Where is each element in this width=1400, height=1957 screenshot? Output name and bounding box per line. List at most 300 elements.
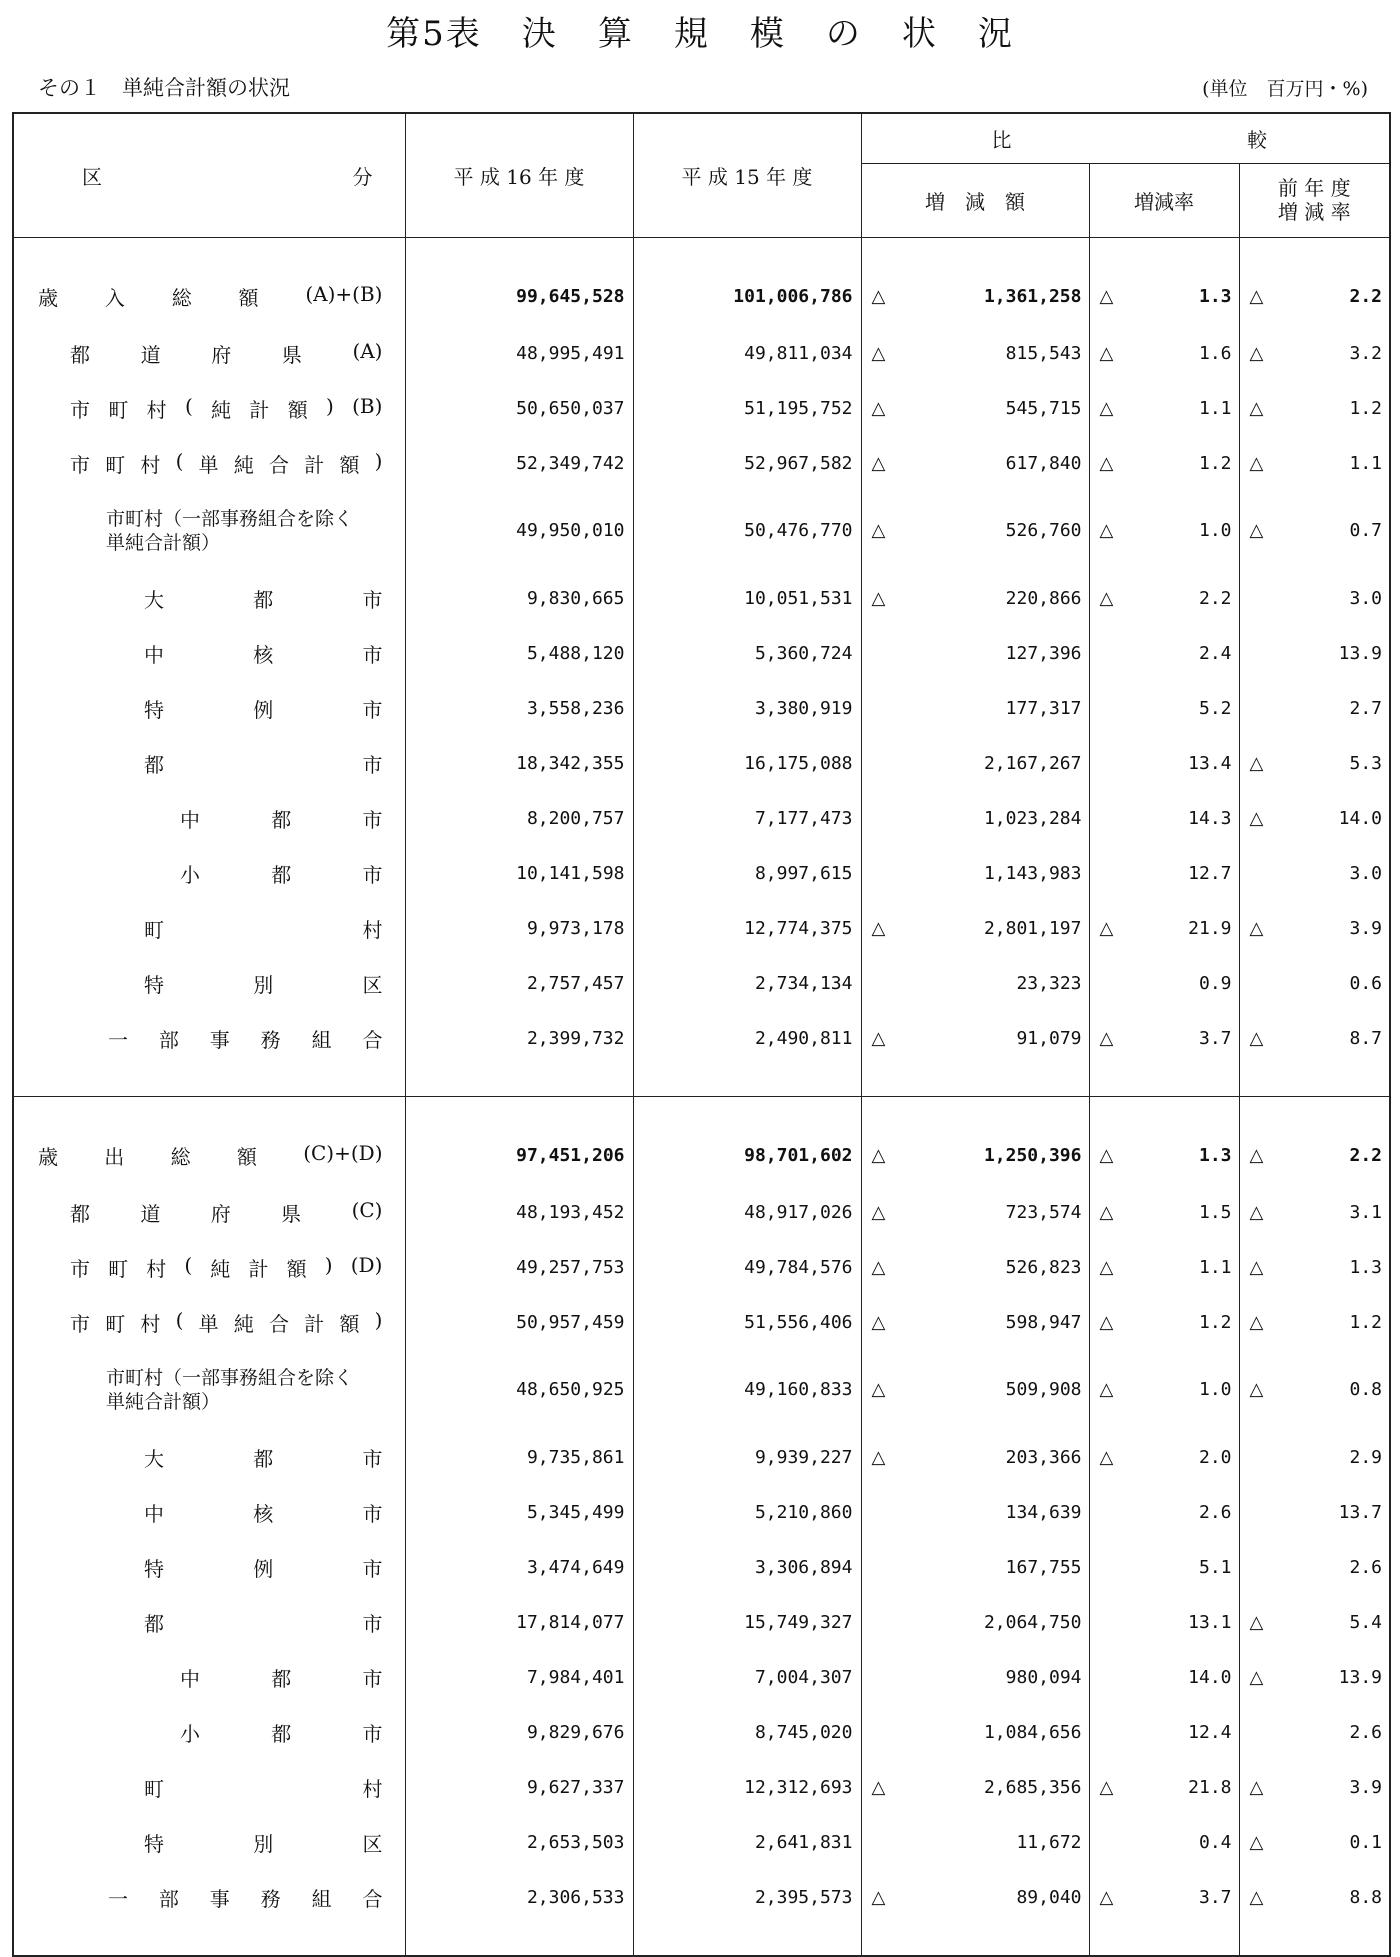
- label-char: 純: [233, 452, 254, 477]
- label-char: 市: [70, 1256, 90, 1281]
- prev-year-rate-value: 3.0: [1349, 587, 1383, 609]
- minus-triangle-icon: △: [1249, 1201, 1264, 1223]
- change-amount-cell: [861, 436, 1089, 491]
- label-char: 市: [362, 1721, 383, 1746]
- minus-triangle-icon: △: [1099, 1776, 1114, 1798]
- fy16-value: 9,627,337: [405, 1760, 633, 1815]
- label-char: 府: [210, 1201, 231, 1226]
- label-char: 村: [146, 1256, 167, 1281]
- table-row: [13, 736, 1390, 791]
- label-char: 部: [158, 1886, 179, 1911]
- minus-triangle-icon: △: [1099, 1027, 1114, 1049]
- table-row: [13, 326, 1390, 381]
- section-divider: [13, 237, 1390, 268]
- minus-triangle-icon: △: [1099, 397, 1114, 419]
- change-rate-cell: [1089, 626, 1239, 681]
- change-amount-value: 1,084,656: [983, 1721, 1082, 1743]
- fy15-value: 51,195,752: [633, 381, 861, 436]
- minus-triangle-icon: △: [1249, 1027, 1264, 1049]
- change-rate-cell: [1089, 1430, 1239, 1485]
- label-char: 計: [304, 1311, 325, 1336]
- label-char: 歳: [38, 1145, 58, 1169]
- change-amount-cell: [861, 1485, 1089, 1540]
- fy16-value: 48,650,925: [405, 1350, 633, 1430]
- change-rate-cell: [1089, 1240, 1239, 1295]
- label-char: 額: [238, 286, 259, 310]
- label-char: 町: [105, 1311, 126, 1336]
- fy16-value: 3,474,649: [405, 1540, 633, 1595]
- fy15-value: 2,490,811: [633, 1011, 861, 1066]
- fy16-value: 97,451,206: [405, 1127, 633, 1185]
- minus-triangle-icon: △: [1099, 342, 1114, 364]
- table-row: [13, 268, 1390, 326]
- table-row: [13, 1185, 1390, 1240]
- prev-year-rate-value: 0.8: [1349, 1379, 1383, 1400]
- prev-year-rate-cell: [1239, 1240, 1390, 1295]
- row-label: [13, 1760, 405, 1815]
- change-amount-cell: [861, 681, 1089, 736]
- row-label: [13, 1595, 405, 1650]
- label-char: 入: [104, 286, 125, 310]
- minus-triangle-icon: △: [1099, 1145, 1114, 1166]
- label-char: 部: [158, 1027, 179, 1052]
- change-amount-value: 203,366: [1005, 1446, 1082, 1468]
- label-char: 都: [253, 587, 274, 612]
- change-amount-cell: [861, 1870, 1089, 1925]
- change-rate-value: 13.1: [1188, 1611, 1232, 1633]
- minus-triangle-icon: △: [1249, 807, 1264, 829]
- fy16-value: 2,399,732: [405, 1011, 633, 1066]
- prev-year-rate-cell: [1239, 956, 1390, 1011]
- label-char: 村: [146, 397, 167, 422]
- title-char: 状: [901, 14, 938, 54]
- minus-triangle-icon: △: [1249, 917, 1264, 939]
- table-row: [13, 1705, 1390, 1760]
- label-char: 事: [209, 1027, 230, 1052]
- fy16-value: 18,342,355: [405, 736, 633, 791]
- table-row: [13, 1127, 1390, 1185]
- table-row: [13, 846, 1390, 901]
- prev-year-rate-value: 3.9: [1349, 1776, 1383, 1798]
- fy16-value: 9,735,861: [405, 1430, 633, 1485]
- prev-year-rate-cell: [1239, 381, 1390, 436]
- prev-year-rate-value: 1.2: [1349, 1311, 1383, 1333]
- label-char: 中: [144, 642, 164, 667]
- label-char: 村: [362, 917, 383, 942]
- table-row: [13, 1760, 1390, 1815]
- label-char: (A): [352, 338, 383, 363]
- change-amount-value: 2,064,750: [983, 1611, 1082, 1633]
- table-row: [13, 1815, 1390, 1870]
- row-label: [13, 571, 405, 626]
- change-rate-cell: [1089, 956, 1239, 1011]
- minus-triangle-icon: △: [1099, 520, 1114, 541]
- minus-triangle-icon: △: [1099, 1201, 1114, 1223]
- change-rate-value: 12.7: [1188, 862, 1232, 884]
- fy16-value: 49,950,010: [405, 491, 633, 571]
- change-amount-value: 1,143,983: [983, 862, 1082, 884]
- prev-year-rate-cell: [1239, 901, 1390, 956]
- minus-triangle-icon: △: [871, 1145, 886, 1166]
- fy15-value: 3,306,894: [633, 1540, 861, 1595]
- table-row: [13, 626, 1390, 681]
- change-rate-value: 0.4: [1198, 1831, 1232, 1853]
- change-rate-cell: [1089, 326, 1239, 381]
- change-rate-value: 2.2: [1198, 587, 1232, 609]
- change-rate-value: 1.0: [1198, 520, 1232, 541]
- change-rate-cell: [1089, 1815, 1239, 1870]
- prev-year-rate-cell: [1239, 1350, 1390, 1430]
- change-amount-cell: [861, 1295, 1089, 1350]
- change-rate-value: 1.2: [1198, 1311, 1232, 1333]
- label-char: 大: [144, 587, 164, 612]
- row-label: [13, 956, 405, 1011]
- change-amount-value: 980,094: [1005, 1666, 1082, 1688]
- change-amount-cell: [861, 1185, 1089, 1240]
- label-char: 計: [248, 1256, 269, 1281]
- change-rate-cell: [1089, 1350, 1239, 1430]
- table-row: [13, 681, 1390, 736]
- minus-triangle-icon: △: [1249, 752, 1264, 774]
- row-label: [13, 1350, 405, 1430]
- minus-triangle-icon: △: [871, 1256, 886, 1278]
- label-char: 事: [209, 1886, 230, 1911]
- label-char: 区: [362, 1831, 383, 1856]
- fy15-value: 10,051,531: [633, 571, 861, 626]
- prev-year-rate-value: 3.1: [1349, 1201, 1383, 1223]
- prev-year-rate-cell: [1239, 846, 1390, 901]
- label-char: 村: [362, 1776, 383, 1801]
- prev-year-rate-cell: [1239, 626, 1390, 681]
- minus-triangle-icon: △: [1099, 917, 1114, 939]
- label-char: 中: [144, 1501, 164, 1526]
- minus-triangle-icon: △: [871, 1446, 886, 1468]
- prev-year-rate-value: 3.9: [1349, 917, 1383, 939]
- label-char: (C): [351, 1197, 383, 1222]
- fy15-value: 9,939,227: [633, 1430, 861, 1485]
- minus-triangle-icon: △: [1249, 452, 1264, 474]
- label-char: 市: [70, 1311, 90, 1336]
- label-char: ): [374, 448, 383, 473]
- label-char: 都: [271, 1721, 292, 1746]
- change-rate-value: 1.3: [1198, 286, 1232, 307]
- change-amount-value: 2,801,197: [983, 917, 1082, 939]
- label-char: 都: [271, 862, 292, 887]
- label-char: 単: [198, 1311, 219, 1336]
- change-amount-cell: [861, 736, 1089, 791]
- title-char: の: [825, 14, 862, 54]
- minus-triangle-icon: △: [1099, 1446, 1114, 1468]
- label-char: 合: [362, 1886, 383, 1911]
- label-char: 道: [140, 342, 161, 367]
- table-row: [13, 1595, 1390, 1650]
- label-char: (: [184, 393, 193, 418]
- fy16-value: 3,558,236: [405, 681, 633, 736]
- change-rate-cell: [1089, 1595, 1239, 1650]
- fy15-value: 5,210,860: [633, 1485, 861, 1540]
- change-rate-cell: [1089, 1705, 1239, 1760]
- minus-triangle-icon: △: [871, 1776, 886, 1798]
- fy16-value: 2,757,457: [405, 956, 633, 1011]
- change-amount-value: 91,079: [1016, 1027, 1082, 1049]
- prev-year-rate-cell: [1239, 1485, 1390, 1540]
- change-amount-cell: [861, 956, 1089, 1011]
- title-char: 決: [521, 14, 558, 54]
- row-label: [13, 326, 405, 381]
- label-char: 道: [140, 1201, 161, 1226]
- row-label: [13, 381, 405, 436]
- change-amount-value: 723,574: [1005, 1201, 1082, 1223]
- fy15-value: 8,745,020: [633, 1705, 861, 1760]
- prev-year-rate-cell: [1239, 571, 1390, 626]
- prev-year-rate-cell: [1239, 326, 1390, 381]
- prev-year-rate-value: 2.6: [1349, 1721, 1383, 1743]
- table-row: [13, 956, 1390, 1011]
- label-char: 合: [269, 452, 290, 477]
- fy16-value: 49,257,753: [405, 1240, 633, 1295]
- label-char: 市: [362, 1666, 383, 1691]
- change-amount-cell: [861, 381, 1089, 436]
- change-amount-value: 526,760: [1005, 520, 1082, 541]
- change-rate-value: 14.0: [1188, 1666, 1232, 1688]
- change-rate-value: 13.4: [1188, 752, 1232, 774]
- fy15-value: 2,734,134: [633, 956, 861, 1011]
- label-char: 市: [362, 1611, 383, 1636]
- label-char: 県: [281, 1201, 302, 1226]
- fy16-value: 2,306,533: [405, 1870, 633, 1925]
- prev-year-rate-value: 5.4: [1349, 1611, 1383, 1633]
- table-row: [13, 571, 1390, 626]
- fy16-value: 10,141,598: [405, 846, 633, 901]
- prev-year-rate-value: 5.3: [1349, 752, 1383, 774]
- minus-triangle-icon: △: [871, 917, 886, 939]
- table-row: [13, 1011, 1390, 1066]
- change-amount-cell: [861, 791, 1089, 846]
- change-amount-cell: [861, 1350, 1089, 1430]
- change-rate-cell: [1089, 381, 1239, 436]
- minus-triangle-icon: △: [1249, 1666, 1264, 1688]
- table-row: [13, 1540, 1390, 1595]
- minus-triangle-icon: △: [871, 397, 886, 419]
- minus-triangle-icon: △: [1249, 1256, 1264, 1278]
- change-amount-value: 167,755: [1005, 1556, 1082, 1578]
- change-rate-cell: [1089, 1295, 1239, 1350]
- table-row: [13, 381, 1390, 436]
- label-char: 核: [253, 642, 274, 667]
- prev-year-rate-value: 3.2: [1349, 342, 1383, 364]
- label-line: 単純合計額）: [106, 531, 221, 554]
- change-amount-cell: [861, 491, 1089, 571]
- row-label: [13, 1240, 405, 1295]
- minus-triangle-icon: △: [1249, 1145, 1264, 1166]
- change-rate-value: 2.0: [1198, 1446, 1232, 1468]
- label-char: 特: [144, 1831, 164, 1856]
- label-char: 核: [253, 1501, 274, 1526]
- change-rate-cell: [1089, 901, 1239, 956]
- label-char: 中: [180, 1666, 200, 1691]
- label-char: 例: [253, 1556, 274, 1581]
- fy15-value: 50,476,770: [633, 491, 861, 571]
- fy16-value: 9,830,665: [405, 571, 633, 626]
- minus-triangle-icon: △: [1099, 1379, 1114, 1400]
- row-label: [13, 1295, 405, 1350]
- prev-year-rate-value: 2.2: [1349, 1145, 1383, 1166]
- label-char: (B): [352, 393, 383, 418]
- change-rate-cell: [1089, 1540, 1239, 1595]
- row-label: [13, 1870, 405, 1925]
- change-amount-cell: [861, 626, 1089, 681]
- change-amount-value: 2,685,356: [983, 1776, 1082, 1798]
- prev-year-rate-cell: [1239, 1295, 1390, 1350]
- change-amount-cell: [861, 846, 1089, 901]
- label-char: 市: [362, 862, 383, 887]
- label-char: 村: [140, 1311, 161, 1336]
- fy15-value: 2,395,573: [633, 1870, 861, 1925]
- change-rate-value: 5.1: [1198, 1556, 1232, 1578]
- label-char: 単: [198, 452, 219, 477]
- table-row: [13, 791, 1390, 846]
- label-char: 区: [362, 972, 383, 997]
- change-rate-cell: [1089, 436, 1239, 491]
- label-char: 組: [311, 1886, 332, 1911]
- change-amount-value: 598,947: [1005, 1311, 1082, 1333]
- change-amount-value: 11,672: [1016, 1831, 1082, 1853]
- fy16-value: 48,193,452: [405, 1185, 633, 1240]
- label-line: 市町村（一部事務組合を除く: [106, 1366, 354, 1389]
- label-char: 特: [144, 1556, 164, 1581]
- label-char: ): [374, 1307, 383, 1332]
- row-label: [13, 436, 405, 491]
- change-amount-cell: [861, 1650, 1089, 1705]
- change-rate-value: 0.9: [1198, 972, 1232, 994]
- table-row: [13, 436, 1390, 491]
- table-row: [13, 1295, 1390, 1350]
- fy15-value: 16,175,088: [633, 736, 861, 791]
- change-amount-cell: [861, 326, 1089, 381]
- change-amount-value: 220,866: [1005, 587, 1082, 609]
- label-char: (: [184, 1252, 193, 1277]
- change-rate-value: 21.8: [1188, 1776, 1232, 1798]
- label-line: 市町村（一部事務組合を除く: [106, 507, 354, 530]
- label-char: (D): [350, 1252, 383, 1277]
- change-amount-value: 89,040: [1016, 1886, 1082, 1908]
- fy16-value: 2,653,503: [405, 1815, 633, 1870]
- label-char: 都: [70, 1201, 90, 1226]
- prev-year-rate-cell: [1239, 491, 1390, 571]
- minus-triangle-icon: △: [1249, 1611, 1264, 1633]
- change-amount-value: 134,639: [1005, 1501, 1082, 1523]
- prev-year-rate-cell: [1239, 268, 1390, 326]
- fy15-value: 15,749,327: [633, 1595, 861, 1650]
- label-char: 額: [236, 1145, 257, 1169]
- fy15-value: 5,360,724: [633, 626, 861, 681]
- section-divider: [13, 1925, 1390, 1956]
- minus-triangle-icon: △: [871, 1379, 886, 1400]
- fy16-value: 17,814,077: [405, 1595, 633, 1650]
- fy16-value: 8,200,757: [405, 791, 633, 846]
- change-rate-cell: [1089, 1485, 1239, 1540]
- row-label: [13, 268, 405, 326]
- change-amount-value: 545,715: [1005, 397, 1082, 419]
- prev-year-rate-cell: [1239, 1705, 1390, 1760]
- label-char: 純: [210, 1256, 231, 1281]
- prev-year-rate-cell: [1239, 681, 1390, 736]
- label-char: 歳: [38, 286, 58, 310]
- change-amount-cell: [861, 571, 1089, 626]
- label-char: 都: [144, 1611, 164, 1636]
- fy16-value: 9,973,178: [405, 901, 633, 956]
- fy15-value: 48,917,026: [633, 1185, 861, 1240]
- change-amount-cell: [861, 1815, 1089, 1870]
- change-amount-cell: [861, 1127, 1089, 1185]
- label-char: 村: [140, 452, 161, 477]
- prev-year-rate-cell: [1239, 1540, 1390, 1595]
- fy15-value: 12,774,375: [633, 901, 861, 956]
- prev-year-rate-cell: [1239, 1815, 1390, 1870]
- row-label: [13, 1011, 405, 1066]
- label-char: ): [324, 1252, 333, 1277]
- label-char: 市: [362, 1501, 383, 1526]
- row-label: [13, 736, 405, 791]
- prev-year-rate-cell: [1239, 1011, 1390, 1066]
- table-row: [13, 1485, 1390, 1540]
- label-char: (: [175, 1307, 184, 1332]
- header-fy15: 平 成 15 年 度: [633, 113, 861, 237]
- label-char: 市: [362, 642, 383, 667]
- change-amount-value: 815,543: [1005, 342, 1082, 364]
- change-rate-cell: [1089, 1011, 1239, 1066]
- label-char: 額: [339, 452, 360, 477]
- minus-triangle-icon: △: [1249, 397, 1264, 419]
- change-rate-value: 21.9: [1188, 917, 1232, 939]
- change-rate-value: 1.6: [1198, 342, 1232, 364]
- label-char: 都: [144, 752, 164, 777]
- label-char: 市: [362, 697, 383, 722]
- fy16-value: 48,995,491: [405, 326, 633, 381]
- change-rate-cell: [1089, 791, 1239, 846]
- header-change-rate: 増減率: [1089, 163, 1239, 237]
- minus-triangle-icon: △: [1099, 452, 1114, 474]
- label-char: 額: [287, 397, 308, 422]
- prev-year-rate-cell: [1239, 1650, 1390, 1705]
- row-label: [13, 1127, 405, 1185]
- change-amount-cell: [861, 1705, 1089, 1760]
- settlement-scale-table: [12, 112, 1391, 1957]
- label-char: 町: [108, 397, 129, 422]
- minus-triangle-icon: △: [871, 587, 886, 609]
- label-char: (: [175, 448, 184, 473]
- prev-year-rate-value: 0.7: [1349, 520, 1383, 541]
- change-rate-value: 12.4: [1188, 1721, 1232, 1743]
- title-char: 第5表: [386, 14, 482, 54]
- label-char: 別: [253, 1831, 274, 1856]
- label-char: 町: [105, 452, 126, 477]
- label-char: 純: [211, 397, 232, 422]
- label-char: 中: [180, 807, 200, 832]
- label-line: 単純合計額）: [106, 1390, 221, 1413]
- minus-triangle-icon: △: [1099, 1311, 1114, 1333]
- change-rate-value: 1.0: [1198, 1379, 1232, 1400]
- minus-triangle-icon: △: [1249, 520, 1264, 541]
- prev-year-rate-value: 14.0: [1338, 807, 1383, 829]
- label-char: 市: [362, 1556, 383, 1581]
- change-rate-value: 1.1: [1198, 397, 1232, 419]
- row-label: [13, 846, 405, 901]
- row-label: [13, 791, 405, 846]
- minus-triangle-icon: △: [871, 1311, 886, 1333]
- fy16-value: 99,645,528: [405, 268, 633, 326]
- label-char: 小: [180, 862, 200, 887]
